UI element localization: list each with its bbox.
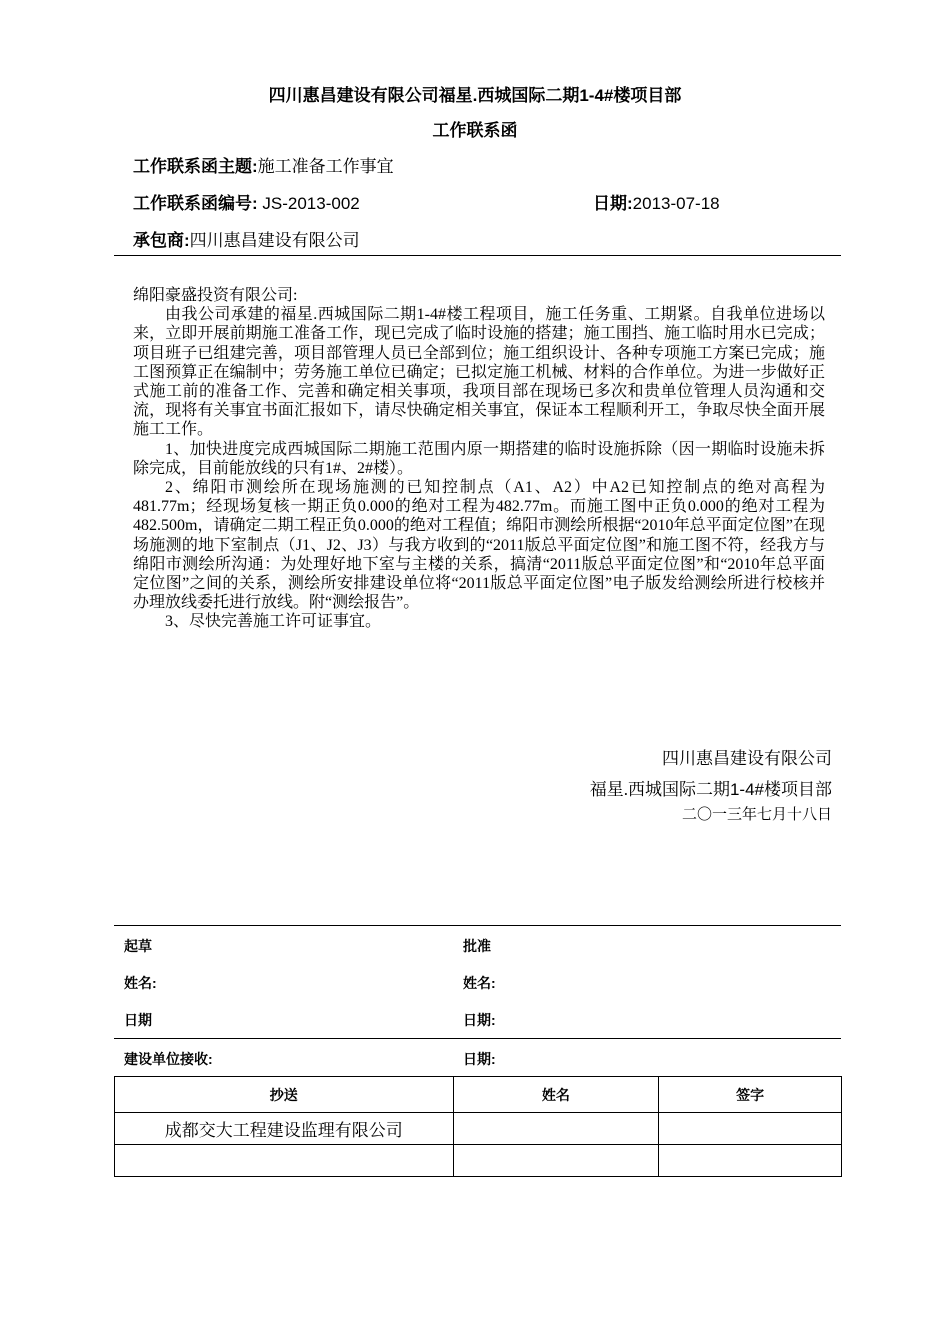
table-row <box>115 1145 842 1177</box>
approve-date-label: 日期: <box>463 1012 496 1028</box>
document-title: 四川惠昌建设有限公司福星.西城国际二期1-4#楼项目部 <box>268 86 682 105</box>
subject-label: 工作联系函主题: <box>133 157 258 176</box>
approve-name-label: 姓名: <box>463 975 496 991</box>
cc-cell-recipient: 成都交大工程建设监理有限公司 <box>115 1113 454 1145</box>
signature-date: 二〇一三年七月十八日 <box>681 807 832 823</box>
signature-department-pre: 福星.西城国际二期 <box>589 780 730 799</box>
subject-value: 施工准备工作事宜 <box>257 157 394 176</box>
cc-header-name: 姓名 <box>453 1077 659 1113</box>
number-value: JS-2013-002 <box>257 194 360 213</box>
number-label: 工作联系函编号: <box>133 194 258 213</box>
approval-mid-divider <box>114 1038 841 1039</box>
header-divider <box>114 255 841 256</box>
receive-label: 建设单位接收: <box>124 1051 213 1067</box>
approve-label: 批准 <box>463 938 491 954</box>
letter-item-1: 1、加快进度完成西城国际二期施工范围内原一期搭建的临时设施拆除（因一期临时设施未拆除完成，目前能放线的只有1#、2#楼）。 <box>133 440 825 477</box>
cc-cell-recipient <box>115 1145 454 1177</box>
cc-cell-signature <box>659 1113 842 1145</box>
cc-cell-name <box>453 1113 659 1145</box>
approval-top-divider <box>114 925 841 926</box>
letter-body <box>133 286 825 632</box>
draft-date-label: 日期 <box>124 1012 152 1028</box>
draft-label: 起草 <box>124 938 152 954</box>
date-row <box>593 189 720 214</box>
signature-company: 四川惠昌建设有限公司 <box>662 749 832 768</box>
date-value: 2013-07-18 <box>632 194 720 213</box>
date-label: 日期: <box>593 194 633 213</box>
number-row <box>133 189 360 214</box>
cc-header-signature: 签字 <box>659 1077 842 1113</box>
letter-recipient: 绵阳豪盛投资有限公司: <box>133 287 298 304</box>
cc-cell-signature <box>659 1145 842 1177</box>
cc-header-recipient: 抄送 <box>115 1077 454 1113</box>
signature-department-mid: 1-4# <box>729 780 764 799</box>
signature-department-post: 楼项目部 <box>764 780 832 799</box>
subject-row <box>133 152 394 177</box>
cc-table <box>114 1076 842 1177</box>
cc-table-header-row <box>115 1077 842 1113</box>
letter-intro: 由我公司承建的福星.西城国际二期1-4#楼工程项目，施工任务重、工期紧。自我单位进场以来，立即开展前期施工准备工作，现已完成了临时设施的搭建；施工围挡、施工临时用水已完成；项目班子已组建完善，项目部管理人员已全部到位；施工组织设计、各种专项施工方案已完成；施工图预算正在编制中；劳务施工单位已确定；已拟定施工机械、材料的合作单位。为进一步做好正式施工前的准备工作、完善和确定相关事项，我项目部在现场已多次和贵单位管理人员沟通和交流，现将有关事宜书面汇报如下，请尽快确定相关事宜，保证本工程顺利开工，争取尽快全面开展施工工作。 <box>133 306 825 439</box>
document-subtitle: 工作联系函 <box>432 121 518 140</box>
receive-date-label: 日期: <box>463 1051 496 1067</box>
contractor-label: 承包商: <box>133 231 190 250</box>
cc-cell-name <box>453 1145 659 1177</box>
table-row <box>115 1113 842 1145</box>
contractor-value: 四川惠昌建设有限公司 <box>189 231 360 250</box>
draft-name-label: 姓名: <box>124 975 157 991</box>
letter-item-3: 3、尽快完善施工许可证事宜。 <box>165 613 382 631</box>
letter-item-2: 2、绵阳市测绘所在现场施测的已知控制点（A1、A2）中A2已知控制点的绝对高程为481.77m；经现场复核一期正负0.000的绝对工程为482.77m。而施工图中正负0.000的绝对工程为482.500m，请确定二期工程正负0.000的绝对工程值；绵阳市测绘所根据“2010年总平面定位图”在现场施测的地下室制点（J1、J2、J3）与我方收到的“2011版总平面定位图”和施工图不符，经我方与绵阳市测绘所沟通：为处理好地下室与主楼的关系，搞清“2011版总平面定位图”和“2010年总平面定位图”之间的关系，测绘所安排建设单位将“2011版总平面定位图”电子版发给测绘所进行校核并办理放线委托进行放线。附“测绘报告”。 <box>133 479 825 612</box>
contractor-row <box>133 226 360 251</box>
signature-department <box>590 775 832 800</box>
